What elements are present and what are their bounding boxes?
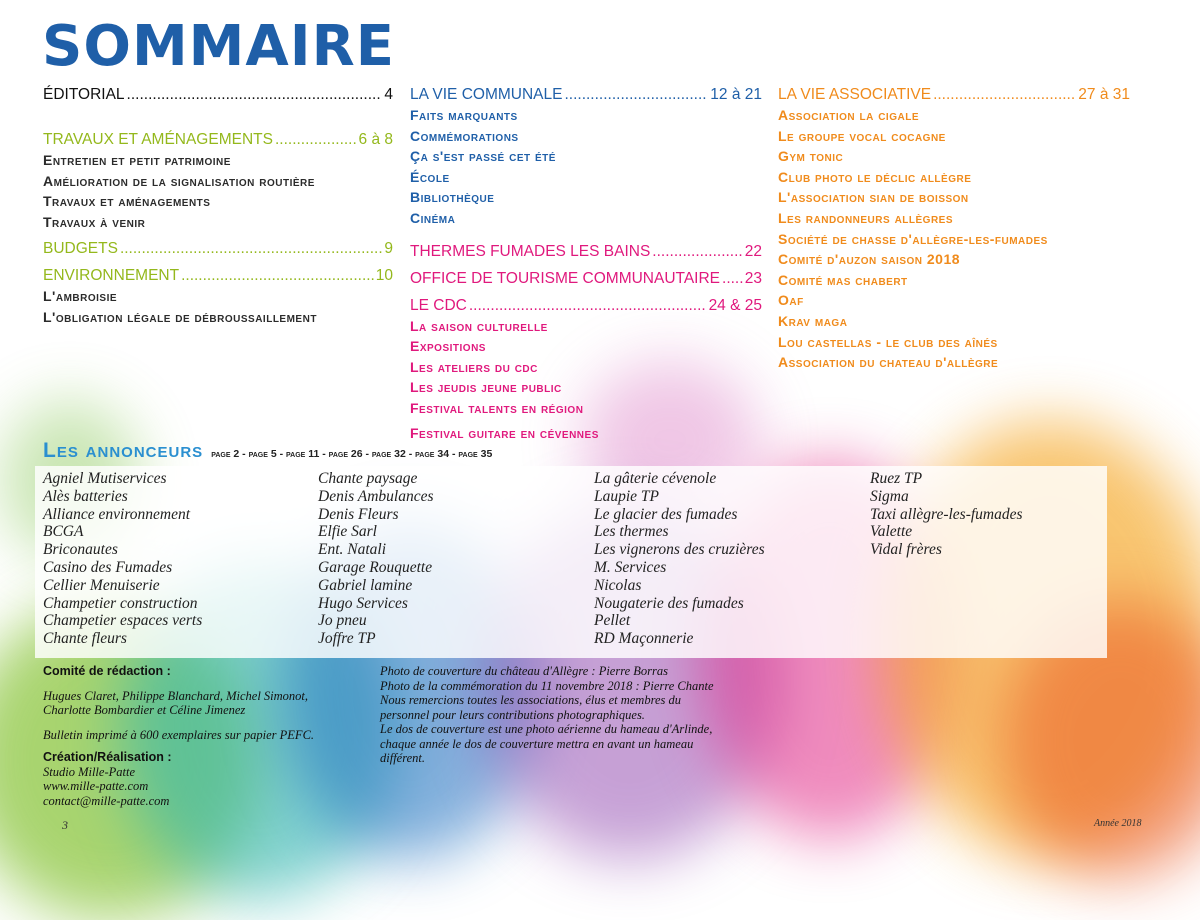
toc-right-column <box>778 84 1130 373</box>
toc-subitem[interactable]: Les randonneurs allègres <box>778 209 954 226</box>
bulletin-info: Bulletin imprimé à 600 exemplaires sur papier PEFC. <box>43 727 315 742</box>
advertiser-name: Valette <box>870 523 913 541</box>
photo-credit-line: différent. <box>380 751 426 765</box>
toc-subitem[interactable]: Bibliothèque <box>410 189 495 206</box>
toc-entry-label: ÉDITORIAL <box>43 86 125 103</box>
advertiser-name: Casino des Fumades <box>43 558 173 576</box>
toc-entry-page: 10 <box>375 267 393 285</box>
advertiser-name: Laupie TP <box>594 487 660 505</box>
toc-subitem[interactable]: L'obligation légale de débroussaillement <box>43 308 317 325</box>
advertiser-name: Alliance environnement <box>43 505 191 523</box>
toc-subitem[interactable]: L'ambroisie <box>43 288 118 305</box>
toc-entry-page: 9 <box>384 240 393 258</box>
credits-photos <box>380 664 760 766</box>
advertiser-name: Vidal frères <box>870 541 942 559</box>
advertiser-name: Ruez TP <box>870 470 923 487</box>
annonceurs-title: Les annonceurs <box>43 439 204 462</box>
toc-subitem[interactable]: Gym tonic <box>778 148 844 165</box>
toc-subitem[interactable]: Festival guitare en cévennes <box>410 424 599 441</box>
toc-entry-office-tourisme[interactable] <box>410 268 762 289</box>
toc-entry-page: 27 à 31 <box>1078 86 1130 103</box>
toc-entry-label: ENVIRONNEMENT <box>43 267 180 285</box>
toc-entry-page: 24 & 25 <box>708 296 762 314</box>
creation-label: Création/Réalisation : <box>43 750 172 764</box>
toc-entry-page: 22 <box>744 242 762 260</box>
toc-subitem[interactable]: Faits marquants <box>410 107 518 123</box>
toc-subitem[interactable]: Krav maga <box>778 312 848 329</box>
toc-subitem[interactable]: Festival talents en région <box>410 399 584 416</box>
toc-subitem[interactable]: Commémorations <box>410 127 519 144</box>
advertiser-name: Champetier espaces verts <box>43 612 203 630</box>
redaction-names: Hugues Claret, Philippe Blanchard, Michel Simonot, <box>43 688 309 703</box>
toc-entry-page: 6 à 8 <box>358 131 393 148</box>
advertiser-name: Garage Rouquette <box>318 558 433 576</box>
toc-left-column <box>43 84 393 328</box>
photo-credit-line: chaque année le dos de couverture mettra en avant un hameau <box>380 736 694 751</box>
advertiser-name: Nougaterie des fumades <box>594 594 744 612</box>
advertiser-name: Les vignerons des cruzières <box>594 541 765 559</box>
toc-subitem[interactable]: Ça s'est passé cet été <box>410 148 556 165</box>
toc-entry-vie-associative[interactable] <box>778 84 1130 105</box>
advertiser-name: M. Services <box>594 558 667 576</box>
photo-credit-line: Nous remercions toutes les associations, élus et membres du <box>380 693 682 707</box>
photo-credit-line: Photo de la commémoration du 11 novembre 2018 : Pierre Chante <box>380 678 714 693</box>
toc-entry-label: THERMES FUMADES LES BAINS <box>410 242 651 260</box>
footer-year: Année 2018 <box>1094 818 1142 829</box>
toc-entry-label: LE CDC <box>410 296 467 314</box>
email-link[interactable]: contact@mille-patte.com <box>43 793 170 808</box>
advertiser-name: Denis Fleurs <box>318 505 399 523</box>
advertiser-name: Nicolas <box>594 576 642 594</box>
credits-left <box>43 664 363 808</box>
advertiser-name: La gâterie cévenole <box>594 470 717 487</box>
toc-subitem[interactable]: Comité mas chabert <box>778 271 908 288</box>
annonceurs-column-2 <box>318 470 434 648</box>
toc-subitem[interactable]: Cinéma <box>410 209 456 226</box>
annonceurs-column-4 <box>870 470 1023 559</box>
toc-subitem[interactable]: Les jeudis jeune public <box>410 379 562 396</box>
advertiser-name: Alès batteries <box>43 487 128 505</box>
advertiser-name: Jo pneu <box>318 612 367 630</box>
annonceurs-column-3 <box>594 470 765 648</box>
toc-entry-label: LA VIE COMMUNALE <box>410 86 563 103</box>
toc-entry-vie-communale[interactable] <box>410 84 762 105</box>
advertiser-name: Hugo Services <box>318 594 408 612</box>
advertiser-name: Ent. Natali <box>318 541 387 559</box>
toc-entry-travaux[interactable] <box>43 129 393 150</box>
page-number: 3 <box>62 818 68 832</box>
toc-subitem[interactable]: La saison culturelle <box>410 317 548 334</box>
advertiser-name: RD Maçonnerie <box>594 630 694 648</box>
toc-entry-environnement[interactable] <box>43 265 393 286</box>
photo-credit-line: Le dos de couverture est une photo aérienne du hameau d'Arlinde, <box>380 722 713 736</box>
toc-subitem[interactable]: Association du chateau d'allègre <box>778 354 999 371</box>
toc-entry-page: 12 à 21 <box>710 86 762 103</box>
advertiser-name: Agniel Mutiservices <box>43 470 167 487</box>
advertiser-name: Sigma <box>870 487 909 505</box>
annonceurs-column-1 <box>43 470 202 648</box>
advertiser-name: Le glacier des fumades <box>594 505 738 523</box>
toc-subitem[interactable]: Oaf <box>778 292 804 309</box>
toc-subitem[interactable]: Société de chasse d'allègre-les-fumades <box>778 230 1048 247</box>
toc-subitem[interactable]: L'association sian de boisson <box>778 189 969 206</box>
advertiser-name: Elfie Sarl <box>318 523 377 541</box>
toc-entry-label: BUDGETS <box>43 240 118 258</box>
toc-entry-page: 4 <box>384 86 393 103</box>
toc-subitem[interactable]: Les ateliers du cdc <box>410 358 538 375</box>
advertiser-name: Briconautes <box>43 541 118 559</box>
toc-subitem[interactable]: Lou castellas - le club des aînés <box>778 333 998 350</box>
advertiser-name: Chante paysage <box>318 470 418 487</box>
photo-credit-line: Photo de couverture du château d'Allègre : Pierre Borras <box>380 664 669 678</box>
advertiser-name: Pellet <box>594 612 631 630</box>
website-link[interactable]: www.mille-patte.com <box>43 779 149 793</box>
redaction-names: Charlotte Bombardier et Céline Jimenez <box>43 703 246 717</box>
toc-entry-thermes[interactable] <box>410 241 762 262</box>
toc-entry-label: OFFICE DE TOURISME COMMUNAUTAIRE <box>410 269 721 287</box>
page-title: SOMMAIRE <box>42 14 395 79</box>
annonceurs-heading <box>43 439 492 463</box>
advertiser-name: Taxi allègre-les-fumades <box>870 505 1023 523</box>
photo-credit-line: personnel pour leurs contributions photographiques. <box>380 707 645 722</box>
toc-subitem[interactable]: Entretien et petit patrimoine <box>43 152 231 168</box>
toc-subitem[interactable]: Amélioration de la signalisation routière <box>43 172 315 189</box>
toc-entry-editorial[interactable] <box>43 84 393 105</box>
annonceurs-pages: page 2 - page 5 - page 11 - page 26 - page 32 - page 34 - page 35 <box>211 448 493 460</box>
redaction-label: Comité de rédaction : <box>43 664 171 678</box>
advertiser-name: Joffre TP <box>318 630 376 648</box>
toc-subitem[interactable]: Comité d'auzon saison 2018 <box>778 251 961 268</box>
advertiser-name: BCGA <box>43 523 84 541</box>
toc-subitem[interactable]: Association la cigale <box>778 107 919 123</box>
toc-entry-label: LA VIE ASSOCIATIVE <box>778 86 932 103</box>
toc-entry-label: TRAVAUX ET AMÉNAGEMENTS <box>43 131 273 148</box>
toc-entry-budgets[interactable] <box>43 238 393 259</box>
toc-subitem[interactable]: École <box>410 168 450 185</box>
toc-subitem[interactable]: Travaux à venir <box>43 213 146 230</box>
toc-subitem[interactable]: Le groupe vocal cocagne <box>778 127 946 144</box>
toc-subitem[interactable]: Club photo le déclic allègre <box>778 168 972 185</box>
advertiser-name: Chante fleurs <box>43 630 127 648</box>
toc-subitem[interactable]: Expositions <box>410 338 486 355</box>
toc-subitem[interactable]: Travaux et aménagements <box>43 193 211 210</box>
advertiser-name: Champetier construction <box>43 594 198 612</box>
toc-entry-cdc[interactable] <box>410 295 762 316</box>
advertiser-name: Les thermes <box>594 523 669 541</box>
toc-middle-column <box>410 84 762 443</box>
advertiser-name: Gabriel lamine <box>318 576 413 594</box>
advertiser-name: Cellier Menuiserie <box>43 576 160 594</box>
advertiser-name: Denis Ambulances <box>318 487 434 505</box>
toc-entry-page: 23 <box>744 269 762 287</box>
studio-name: Studio Mille-Patte <box>43 764 135 779</box>
